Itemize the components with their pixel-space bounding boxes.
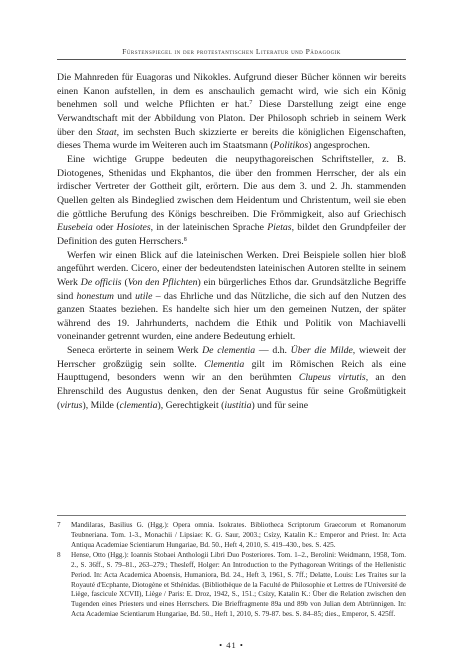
text-run: , bildet den Grundpfeiler der Definition des guten Herrschers. <box>57 222 407 247</box>
text-run: ), Gerechtigkeit ( <box>157 399 225 411</box>
text-run: , wieweit der Herrscher großzügig sein sollte. <box>57 345 406 370</box>
text-run: – das Ehrliche und das Nützliche, die sich auf den Nutzen des ganzen Staates beziehen. Es handelte sich hier um den gemeinen Nutzen, der später während des 19. Jahrhunderts, nachdem die Ethik und Politik von Machiavelli voneinander getrennt wurden, eine andere Bedeutung erhielt. <box>57 290 407 343</box>
page-number: • 41 • <box>219 640 244 650</box>
header-rule <box>57 59 406 60</box>
text-run: ), Milde ( <box>82 399 120 411</box>
italic-term: De clementia <box>202 345 256 357</box>
paragraph <box>57 153 406 249</box>
text-run: ) und für seine <box>251 399 309 411</box>
main-text <box>57 71 406 412</box>
text-run: Seneca erörterte in seinem Werk <box>67 345 203 357</box>
italic-term: Pietas <box>267 222 292 234</box>
italic-term: Clementia <box>204 358 245 370</box>
text-run: Werfen wir einen Blick auf die lateinischen Werken. Drei Beispiele sollen hier bloß angeführt werden. Cicero, einer der bedeutendsten lateinischen Autoren stellte in seinem Werk <box>57 249 406 288</box>
footnote <box>57 551 406 619</box>
footnote <box>57 521 406 550</box>
italic-term: virtus <box>60 399 83 411</box>
footnote-text: Hense, Otto (Hgg.): Ioannis Stobaei Anthologii Libri Duo Posteriores. Tom. 1–2., Berolini: Weidmann, 1958, Tom. 2., S. 36ff., S. 79–81., 263–279.; Thesleff, Holger: An Introduction to the Pythagorean Writings of the Hellenistic Period. In: Acta Academica Aboensis, Humaniora, Bd. 24., Heft 3, 1961, S. 7ff.; Delatte, Louis: Les Traites sur la Royauté d'Ecphante, Diotogène et Sthénidas. (Bibliothèque de la Faculté de Philosophie et Lettres de l'Université de Liège, fascicule XCVII), Liège / Paris: E. Droz, 1942, S., 151.; Csízy, Katalin K.: Über die Relation zwischen den Tugenden eines Priesters und eines Herrschers. Die Brieffragmente 89a und 89b von Julian dem Abtrünnigen. In: Acta Academiae Scientiarum Hungariae, Bd. 50., Heft 1, 2010, S. 79-87. bes. S. 84–85; dies., Emperor, S. 425ff. <box>71 551 406 618</box>
text-run: , im sechsten Buch skizzierte er bereits die königlichen Eigenschaften, dieses Thema wurde im Weiteren auch im Staatsmann ( <box>57 126 406 152</box>
text-run: gilt im Römischen Reich als eine Haupttugend, besonders wenn wir an den berühmten <box>57 358 407 384</box>
running-header: Fürstenspiegel in der protestantischen Literatur und Pädagogik <box>122 47 341 56</box>
italic-term: Politikos <box>273 140 309 152</box>
italic-term: Über die Milde <box>290 345 353 357</box>
text-run: , in der lateinischen Sprache <box>150 222 268 234</box>
italic-term: Von den Pflichten <box>127 276 198 288</box>
italic-term: Hosiotes <box>116 222 151 234</box>
text-run: Eine wichtige Gruppe bedeuten die neupythagoreischen Schriftsteller, z. B. Diotogenes, Sthenidas und Ekphantos, die über den frommen Herrscher, der als ein irdischer Vertreter der Gottheit gilt, erörtern. Die aus dem 3. und 2. Jh. stammenden Quellen gelten als Bindeglied zwischen dem Heidentum und Christentum, weil sie eben die göttliche Berufung des Königs beschreiben. Die Frömmigkeit, also auf Griechisch <box>57 153 406 220</box>
text-run: ( <box>121 276 128 288</box>
text-run: ) angesprochen. <box>308 140 370 152</box>
footnotes <box>57 521 406 621</box>
footnote-ref: 7 <box>249 100 253 107</box>
footnote-rule <box>57 515 406 516</box>
footnote-number: 7 <box>57 521 61 529</box>
text-run: Diese Darstellung zeigt eine enge Verwandtschaft mit der Abbildung von Platon. Der Philosoph schrieb in seinem Werk über den <box>57 99 407 138</box>
italic-term: Staat <box>96 126 117 138</box>
italic-term: iustitia <box>224 399 252 411</box>
footnote-text: Mandilaras, Basilius G. (Hgg.): Opera omnia. Isokrates. Bibliotheca Scriptorum Graecorum et Romanorum Teubneriana. Tom. 1-3., Monachii / Lipsiae: K. G. Saur, 2003.; Csízy, Katalin K.: Emperor and Priest. In: Acta Antiqua Academiae Scientiarum Hungariae, Bd. 50., Heft 4, 2010, S. 419–430., bes. S. 425. <box>71 521 406 549</box>
text-run: und <box>113 290 136 302</box>
text-run: — d.h. <box>255 345 291 357</box>
italic-term: De officiis <box>80 276 122 288</box>
italic-term: Eusebeia <box>57 222 93 234</box>
italic-term: clementia <box>119 399 158 411</box>
text-run: oder <box>92 222 117 234</box>
italic-term: honestum <box>76 290 114 302</box>
text-run: Die Mahnreden für Euagoras und Nikokles. Aufgrund dieser Bücher können wir bereits einen Kanon aufstellen, in dem es anschaulich gemacht wird, wie sich ein König benehmen soll und welche Pflichten er hat. <box>57 72 406 111</box>
paragraph <box>57 71 406 153</box>
italic-term: Clupeus virtutis <box>298 372 366 384</box>
italic-term: utile <box>135 290 153 302</box>
text-run: , an den Ehrenschild des Augustus denken, den der Senat Augustus für seine Großmütigkeit ( <box>57 372 406 411</box>
paragraph <box>57 249 406 345</box>
paragraph <box>57 344 406 412</box>
text-run: ) ein bürgerliches Ethos dar. Grundsätzliche Begriffe sind <box>57 276 406 302</box>
footnote-ref: 8 <box>183 236 187 243</box>
footnote-number: 8 <box>57 551 61 560</box>
